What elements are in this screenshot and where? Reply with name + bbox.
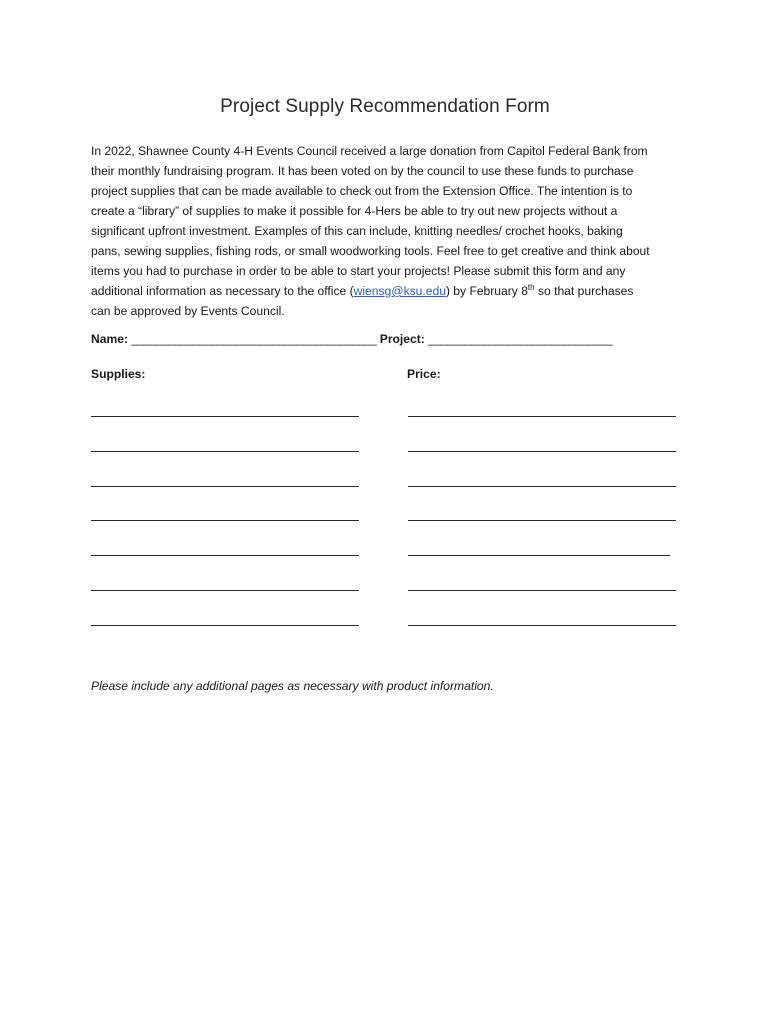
- price-label: Price:: [407, 367, 441, 381]
- intro-line: In 2022, Shawnee County 4-H Events Council received a large donation from Capitol Federal Bank from: [91, 144, 648, 158]
- price-field[interactable]: [408, 520, 676, 521]
- price-field[interactable]: [408, 555, 670, 556]
- intro-text: additional information as necessary to the office (: [91, 284, 354, 298]
- intro-line: can be approved by Events Council.: [91, 304, 285, 318]
- supplies-label: Supplies:: [91, 367, 146, 381]
- intro-line: project supplies that can be made available to check out from the Extension Office. The intention is to: [91, 184, 633, 198]
- intro-line: pans, sewing supplies, fishing rods, or small woodworking tools. Feel free to get creative and think about: [91, 244, 650, 258]
- supply-field[interactable]: [91, 520, 359, 521]
- ordinal-suffix: th: [527, 283, 535, 292]
- page-title: Project Supply Recommendation Form: [220, 96, 550, 117]
- name-label: Name:: [91, 332, 128, 346]
- project-label: Project:: [379, 332, 425, 346]
- intro-line: create a “library” of supplies to make it possible for 4-Hers be able to try out new projects without a: [91, 204, 618, 218]
- email-link[interactable]: wiensg@ksu.edu: [353, 284, 446, 298]
- price-field[interactable]: [408, 590, 676, 591]
- project-field[interactable]: ______________________________: [428, 332, 612, 346]
- supply-field[interactable]: [91, 416, 359, 417]
- supply-field[interactable]: [91, 486, 359, 487]
- price-field[interactable]: [408, 451, 676, 452]
- name-field[interactable]: ________________________________________: [131, 332, 377, 346]
- footnote: Please include any additional pages as necessary with product information.: [91, 679, 494, 693]
- price-field[interactable]: [408, 416, 676, 417]
- intro-text: ) by February 8: [445, 284, 528, 298]
- intro-line: their monthly fundraising program. It has been voted on by the council to use these funds to purchase: [91, 164, 634, 178]
- intro-text: so that purchases: [534, 284, 634, 298]
- price-field[interactable]: [408, 625, 676, 626]
- name-project-row: [91, 332, 612, 346]
- intro-line-with-email: [91, 281, 691, 301]
- supply-field[interactable]: [91, 590, 359, 591]
- supply-field[interactable]: [91, 451, 359, 452]
- price-field[interactable]: [408, 486, 676, 487]
- intro-line: significant upfront investment. Examples of this can include, knitting needles/ crochet hooks, baking: [91, 224, 623, 238]
- intro-paragraph: [91, 141, 691, 321]
- intro-line: items you had to purchase in order to be able to start your projects! Please submit this form and any: [91, 264, 626, 278]
- supply-field[interactable]: [91, 555, 359, 556]
- supply-field[interactable]: [91, 625, 359, 626]
